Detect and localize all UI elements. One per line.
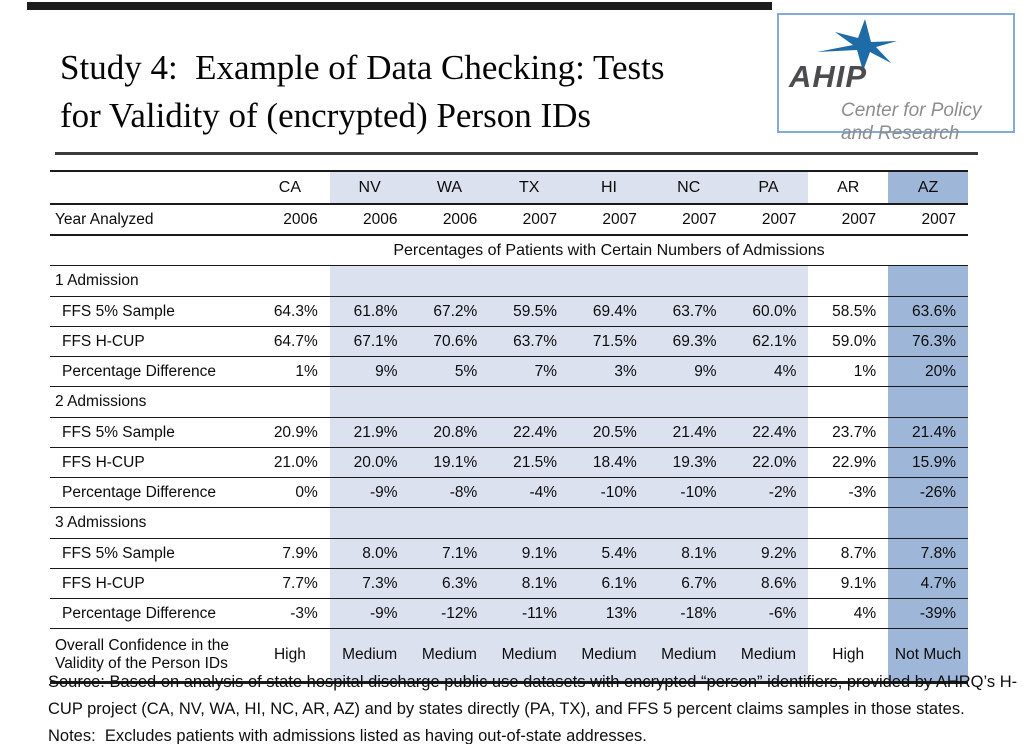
- table-row: [50, 387, 968, 418]
- table-caption: Percentages of Patients with Certain Numbers of Admissions: [250, 235, 968, 266]
- data-cell: 60.0%: [729, 297, 809, 327]
- data-cell: 22.0%: [729, 448, 809, 478]
- confidence-cell: High: [250, 629, 330, 683]
- data-cell: 1%: [250, 357, 330, 387]
- data-cell: 8.1%: [649, 539, 729, 569]
- column-header-wa: WA: [410, 171, 490, 204]
- column-header-nc: NC: [649, 171, 729, 204]
- data-cell: 63.7%: [489, 327, 569, 357]
- data-cell: -10%: [569, 478, 649, 508]
- data-cell: 20.9%: [250, 418, 330, 448]
- data-cell: 9.2%: [729, 539, 809, 569]
- data-cell: 62.1%: [729, 327, 809, 357]
- table-row: [50, 539, 968, 569]
- data-cell: 4%: [729, 357, 809, 387]
- data-cell: 7%: [489, 357, 569, 387]
- table-row: [50, 599, 968, 629]
- row-label-confidence: Overall Confidence in the Validity of the Person IDs: [50, 629, 250, 683]
- data-cell: 8.7%: [808, 539, 888, 569]
- confidence-cell: Medium: [489, 629, 569, 683]
- section-spacer-cell: [489, 508, 569, 539]
- section-spacer-cell: [489, 266, 569, 297]
- data-cell: 6.1%: [569, 569, 649, 599]
- data-cell: 21.9%: [330, 418, 410, 448]
- table-row: [50, 171, 968, 204]
- data-cell: -2%: [729, 478, 809, 508]
- data-cell: 23.7%: [808, 418, 888, 448]
- data-cell: 63.6%: [888, 297, 968, 327]
- table-container: [50, 170, 968, 684]
- title-divider: [55, 152, 978, 155]
- data-cell: 21.5%: [489, 448, 569, 478]
- top-accent-bar: [27, 2, 772, 10]
- column-header-ca: CA: [250, 171, 330, 204]
- data-cell: 9%: [649, 357, 729, 387]
- data-cell: -39%: [888, 599, 968, 629]
- data-cell: 71.5%: [569, 327, 649, 357]
- data-cell: 5.4%: [569, 539, 649, 569]
- data-cell: 8.1%: [489, 569, 569, 599]
- confidence-cell: High: [808, 629, 888, 683]
- section-spacer-cell: [729, 266, 809, 297]
- row-label-year: Year Analyzed: [50, 204, 250, 235]
- data-cell: -11%: [489, 599, 569, 629]
- section-spacer-cell: [330, 508, 410, 539]
- data-cell: 61.8%: [330, 297, 410, 327]
- section-spacer-cell: [569, 387, 649, 418]
- data-cell: 0%: [250, 478, 330, 508]
- data-cell: 76.3%: [888, 327, 968, 357]
- data-cell: 63.7%: [649, 297, 729, 327]
- year-cell: 2006: [330, 204, 410, 235]
- column-header-hi: HI: [569, 171, 649, 204]
- row-label: FFS 5% Sample: [50, 539, 250, 569]
- section-spacer-cell: [649, 266, 729, 297]
- column-header-ar: AR: [808, 171, 888, 204]
- section-spacer-cell: [250, 266, 330, 297]
- source-text-line2: CUP project (CA, NV, WA, HI, NC, AR, AZ) and by states directly (PA, TX), and FFS 5 percent claims samples in those states.: [48, 700, 965, 718]
- row-label: Percentage Difference: [50, 357, 250, 387]
- data-cell: 8.0%: [330, 539, 410, 569]
- data-cell: 22.9%: [808, 448, 888, 478]
- data-cell: 7.8%: [888, 539, 968, 569]
- data-cell: 1%: [808, 357, 888, 387]
- year-cell: 2006: [410, 204, 490, 235]
- data-cell: 19.3%: [649, 448, 729, 478]
- section-spacer-cell: [888, 387, 968, 418]
- row-label: Percentage Difference: [50, 478, 250, 508]
- data-cell: -4%: [489, 478, 569, 508]
- data-cell: 21.4%: [649, 418, 729, 448]
- data-cell: 9.1%: [808, 569, 888, 599]
- data-cell: 9.1%: [489, 539, 569, 569]
- row-label: FFS H-CUP: [50, 569, 250, 599]
- section-spacer-cell: [569, 508, 649, 539]
- column-header-tx: TX: [489, 171, 569, 204]
- data-cell: 67.2%: [410, 297, 490, 327]
- confidence-cell: Medium: [330, 629, 410, 683]
- data-cell: 20.5%: [569, 418, 649, 448]
- data-cell: -3%: [250, 599, 330, 629]
- data-cell: 7.9%: [250, 539, 330, 569]
- data-cell: -9%: [330, 599, 410, 629]
- section-spacer-cell: [330, 266, 410, 297]
- column-header-nv: NV: [330, 171, 410, 204]
- section-header: 1 Admission: [50, 266, 250, 297]
- section-spacer-cell: [330, 387, 410, 418]
- page-title-line1: Study 4: Example of Data Checking: Tests: [60, 48, 665, 87]
- footer-notes: [48, 669, 1017, 744]
- data-cell: 8.6%: [729, 569, 809, 599]
- row-label: FFS 5% Sample: [50, 297, 250, 327]
- data-cell: 22.4%: [489, 418, 569, 448]
- data-cell: 20.0%: [330, 448, 410, 478]
- page-title: [60, 44, 664, 140]
- year-cell: 2006: [250, 204, 330, 235]
- data-cell: -10%: [649, 478, 729, 508]
- table-row: [50, 418, 968, 448]
- data-cell: 22.4%: [729, 418, 809, 448]
- ahip-tagline: [841, 99, 981, 145]
- data-cell: 69.3%: [649, 327, 729, 357]
- data-cell: 7.7%: [250, 569, 330, 599]
- section-spacer-cell: [729, 387, 809, 418]
- data-cell: 21.0%: [250, 448, 330, 478]
- ahip-logo: [777, 13, 1015, 144]
- section-header: 3 Admissions: [50, 508, 250, 539]
- table-row: [50, 204, 968, 235]
- table-row: [50, 508, 968, 539]
- data-cell: -18%: [649, 599, 729, 629]
- data-table: [50, 170, 968, 684]
- table-row: [50, 266, 968, 297]
- data-cell: 6.3%: [410, 569, 490, 599]
- section-spacer-cell: [410, 387, 490, 418]
- section-spacer-cell: [649, 387, 729, 418]
- data-cell: 15.9%: [888, 448, 968, 478]
- year-cell: 2007: [888, 204, 968, 235]
- section-spacer-cell: [569, 266, 649, 297]
- confidence-cell: Not Much: [888, 629, 968, 683]
- section-spacer-cell: [808, 266, 888, 297]
- data-cell: 59.0%: [808, 327, 888, 357]
- data-cell: 9%: [330, 357, 410, 387]
- data-cell: 13%: [569, 599, 649, 629]
- column-header-az: AZ: [888, 171, 968, 204]
- data-cell: -6%: [729, 599, 809, 629]
- section-spacer-cell: [808, 508, 888, 539]
- data-cell: 7.1%: [410, 539, 490, 569]
- data-cell: 18.4%: [569, 448, 649, 478]
- caption-spacer: [50, 235, 250, 266]
- data-cell: 19.1%: [410, 448, 490, 478]
- table-row: [50, 297, 968, 327]
- section-spacer-cell: [729, 508, 809, 539]
- data-cell: 59.5%: [489, 297, 569, 327]
- data-cell: -3%: [808, 478, 888, 508]
- row-label: FFS H-CUP: [50, 448, 250, 478]
- data-cell: 64.7%: [250, 327, 330, 357]
- data-cell: -26%: [888, 478, 968, 508]
- year-cell: 2007: [729, 204, 809, 235]
- confidence-cell: Medium: [649, 629, 729, 683]
- data-cell: 5%: [410, 357, 490, 387]
- section-header: 2 Admissions: [50, 387, 250, 418]
- table-row: [50, 357, 968, 387]
- year-cell: 2007: [569, 204, 649, 235]
- data-cell: 70.6%: [410, 327, 490, 357]
- data-cell: 6.7%: [649, 569, 729, 599]
- year-cell: 2007: [808, 204, 888, 235]
- data-cell: 3%: [569, 357, 649, 387]
- column-header-pa: PA: [729, 171, 809, 204]
- ahip-brand-text: AHIP: [789, 59, 868, 94]
- row-label: FFS H-CUP: [50, 327, 250, 357]
- table-row: [50, 569, 968, 599]
- table-row: [50, 478, 968, 508]
- ahip-tagline-line2: and Research: [841, 123, 960, 144]
- table-row: [50, 327, 968, 357]
- section-spacer-cell: [649, 508, 729, 539]
- data-cell: 58.5%: [808, 297, 888, 327]
- data-cell: 7.3%: [330, 569, 410, 599]
- section-spacer-cell: [888, 266, 968, 297]
- section-spacer-cell: [250, 387, 330, 418]
- ahip-tagline-line1: Center for Policy: [841, 100, 982, 121]
- section-spacer-cell: [410, 508, 490, 539]
- data-cell: 64.3%: [250, 297, 330, 327]
- section-spacer-cell: [888, 508, 968, 539]
- data-cell: -12%: [410, 599, 490, 629]
- data-cell: 4%: [808, 599, 888, 629]
- data-cell: -8%: [410, 478, 490, 508]
- data-cell: 4.7%: [888, 569, 968, 599]
- row-label: Percentage Difference: [50, 599, 250, 629]
- section-spacer-cell: [808, 387, 888, 418]
- data-cell: 21.4%: [888, 418, 968, 448]
- data-cell: -9%: [330, 478, 410, 508]
- page-title-line2: for Validity of (encrypted) Person IDs: [60, 96, 592, 135]
- data-cell: 67.1%: [330, 327, 410, 357]
- table-row: [50, 235, 968, 266]
- source-text-line1: Source: Based on analysis of state hospital discharge public use datasets with encrypted “person” identifiers, provided by AHRQ’s H-: [48, 673, 1018, 691]
- row-label: FFS 5% Sample: [50, 418, 250, 448]
- data-cell: 20%: [888, 357, 968, 387]
- data-cell: 69.4%: [569, 297, 649, 327]
- confidence-cell: Medium: [729, 629, 809, 683]
- confidence-cell: Medium: [569, 629, 649, 683]
- confidence-cell: Medium: [410, 629, 490, 683]
- section-spacer-cell: [250, 508, 330, 539]
- corner-cell: [50, 171, 250, 204]
- table-row: [50, 448, 968, 478]
- section-spacer-cell: [410, 266, 490, 297]
- year-cell: 2007: [489, 204, 569, 235]
- year-cell: 2007: [649, 204, 729, 235]
- data-cell: 20.8%: [410, 418, 490, 448]
- notes-text: Notes: Excludes patients with admissions listed as having out-of-state addresses.: [48, 727, 647, 744]
- section-spacer-cell: [489, 387, 569, 418]
